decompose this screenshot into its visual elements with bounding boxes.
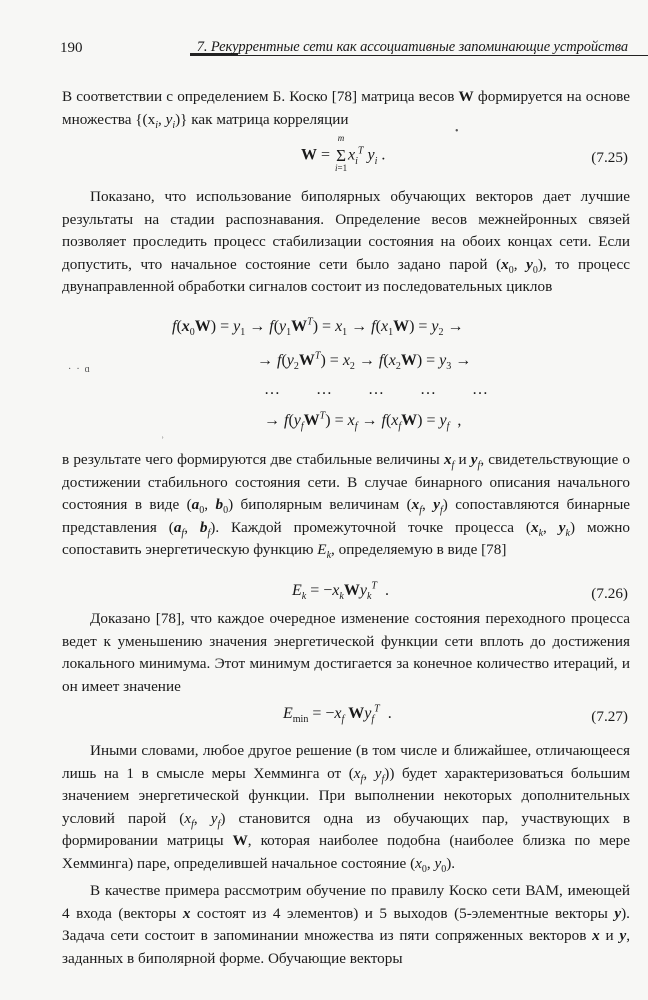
paragraph-4: Доказано [78], что каждое очередное изменение состояния переходного процесса ведет к уменьшению значения энергетической функции сети вплоть до достижения локального минимума. Этот минимум достигается за конечное количество итераций, и он имеет значение [62, 610, 630, 695]
equation-7-27: $E_{min} = -x_f$ $Wy_f^T$ . [283, 703, 392, 726]
equation-number-7-27: (7.27) [591, 708, 628, 725]
paragraph-1: В соответствии с определением Б. Коско [78] матрица весов W формируется на основе множества {($x_i$, $y_i$)} как матрица корреляции [62, 88, 630, 131]
equation-number-7-25: (7.25) [591, 149, 628, 166]
equation-7-26: $E_k = -x_kWy_k^T$ . [292, 580, 389, 603]
running-title: 7. Рекуррентные сети как ассоциативные запоминающие устройства [196, 39, 628, 55]
page-number: 190 [60, 40, 83, 56]
paragraph-5: Иными словами, любое другое решение (в том числе и ближайшее, отличающееся лишь на 1 в смысле меры Хемминга от ($x_f$, $y_f$)) будет характеризоваться большим значением энергетической функции. При выполнении некоторых дополнительных условий парой ($x_f$, $y_f$) становится одна из обучающих пар, участвующих в формировании матрицы W, которая наиболее подобна (наиболее близка по мере Хемминга) паре, определившей начальное состояние ($x_0$, $y_0$). [62, 742, 631, 875]
scan-artifact: · · ɑ [68, 364, 90, 375]
equation-7-25: W = m Σ i=1 $x_i^T$ $y_i$ . [301, 133, 386, 173]
equation-number-7-26: (7.26) [591, 585, 628, 602]
running-header [40, 38, 630, 62]
paragraph-6: В качестве примера рассмотрим обучение по правилу Коско сети ВАМ, имеющей 4 входа (векторы x состоят из 4 элементов) и 5 выходов (5-элементные векторы y). Задача сети состоит в запоминании множества из пяти сопряженных векторов x и y, заданных в биполярной форме. Обучающие векторы [62, 882, 630, 967]
scan-artifact: • [455, 126, 459, 137]
cycle-line-ellipsis: … … … … … [264, 381, 494, 398]
cycle-line-3: → $f(y_fW^T) = x_f \to f(x_fW) = y_f$ , [264, 410, 462, 433]
cycle-line-1: $f(x_0W) = y_1 \to f(y_1W^T) = x_1 \to f(x_1W) = y_2$ → [172, 316, 464, 339]
paragraph-2: Показано, что использование биполярных обучающих векторов дает лучшие результаты на стадии распознавания. Определение весов межнейронных связей позволяет проследить процесс стабилизации состояния на обоих концах сети. Если допустить, что начальное состояние сети было задано парой ($x_0$, $y_0$), то процесс двунаправленной обработки сигналов состоит из последовательных циклов [62, 188, 630, 296]
paragraph-3: в результате чего формируются две стабильные величины $x_f$ и $y_f$, свидетельствующие о достижении стабильного состояния сети. В случае бинарного описания начального состояния в виде ($a_0$, $b_0$) биполярным величинам ($x_f$, $y_f$) сопоставляются бинарные представления ($a_f$, $b_f$). Каждой промежуточной точке процесса ($x_k$, $y_k$) можно сопоставить энергетическую функцию $E_k$, определяемую в виде [78] [62, 451, 631, 562]
scan-artifact: ʾ [161, 436, 165, 447]
cycle-line-2: → $f(y_2W^T) = x_2 \to f(x_2W) = y_3$ → [257, 350, 472, 373]
